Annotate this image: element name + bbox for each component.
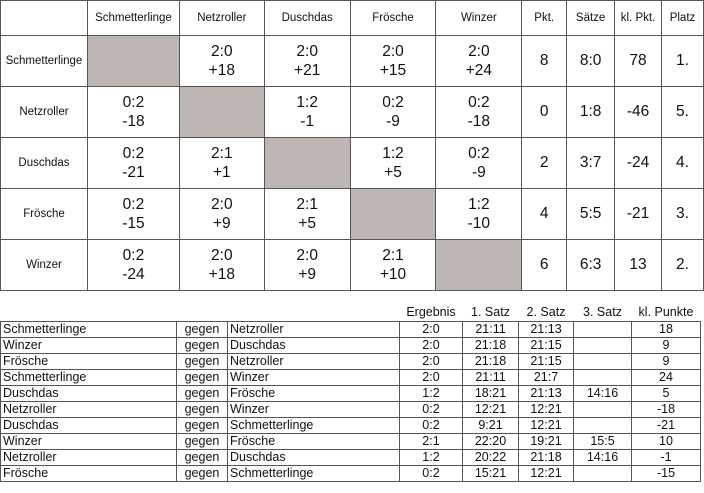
result-cell: 2:0 xyxy=(400,354,463,370)
match-score: 2:0 xyxy=(296,43,318,60)
set2-cell: 21:7 xyxy=(519,370,574,386)
gegen-cell: gegen xyxy=(177,466,228,482)
match-score: 2:0 xyxy=(468,43,490,60)
match-score: 2:0 xyxy=(211,247,233,264)
match-score: 0:2 xyxy=(382,94,404,111)
match-cell xyxy=(87,87,179,138)
small-points-cell: -1 xyxy=(632,450,701,466)
set1-cell: 21:11 xyxy=(463,370,519,386)
team1-cell: Frösche xyxy=(1,354,177,370)
row-team-label: Netzroller xyxy=(1,87,88,138)
set1-cell: 21:11 xyxy=(463,322,519,338)
table-row xyxy=(1,354,701,370)
small-points-cell: 78 xyxy=(615,36,662,87)
diagonal-cell xyxy=(87,36,179,87)
match-diff: -18 xyxy=(122,113,145,130)
set1-cell: 15:21 xyxy=(463,466,519,482)
set1-cell: 9:21 xyxy=(463,418,519,434)
table-row xyxy=(1,418,701,434)
small-points-cell: -21 xyxy=(615,189,662,240)
match-cell xyxy=(436,87,522,138)
match-diff: -1 xyxy=(300,113,315,130)
team1-cell: Duschdas xyxy=(1,418,177,434)
match-diff: +9 xyxy=(212,215,231,232)
team2-cell: Duschdas xyxy=(228,450,400,466)
result-cell: 2:0 xyxy=(400,322,463,338)
team2-cell: Netzroller xyxy=(228,354,400,370)
match-score: 2:0 xyxy=(382,43,404,60)
result-cell: 0:2 xyxy=(400,418,463,434)
match-score: 2:0 xyxy=(211,43,233,60)
match-cell xyxy=(350,36,436,87)
team1-cell: Winzer xyxy=(1,434,177,450)
match-diff: +18 xyxy=(208,62,235,79)
set1-cell: 22:20 xyxy=(463,434,519,450)
set3-cell xyxy=(574,402,632,418)
team2-cell: Winzer xyxy=(228,402,400,418)
small-points-cell: 5 xyxy=(632,386,701,402)
cross-row xyxy=(1,36,704,87)
small-points-cell: -24 xyxy=(615,138,662,189)
row-team-label: Winzer xyxy=(1,240,88,291)
set3-cell xyxy=(574,418,632,434)
small-points-cell: -15 xyxy=(632,466,701,482)
col-header: Platz xyxy=(661,1,703,36)
header-satz3: 3. Satz xyxy=(583,305,622,319)
diagonal-cell xyxy=(179,87,264,138)
team2-cell: Frösche xyxy=(228,434,400,450)
match-diff: +5 xyxy=(384,164,402,181)
diagonal-cell xyxy=(436,240,522,291)
rank-cell: 5. xyxy=(661,87,703,138)
team2-cell: Duschdas xyxy=(228,338,400,354)
table-row xyxy=(1,402,701,418)
small-points-cell: -46 xyxy=(615,87,662,138)
header-kl-punkte: kl. Punkte xyxy=(638,305,694,319)
match-cell xyxy=(179,138,264,189)
match-cell xyxy=(179,240,264,291)
set3-cell: 14:16 xyxy=(574,450,632,466)
match-score: 0:2 xyxy=(122,196,145,213)
match-diff: +15 xyxy=(379,62,407,79)
team2-cell: Netzroller xyxy=(228,322,400,338)
points-cell: 0 xyxy=(522,87,567,138)
points-cell: 8 xyxy=(522,36,567,87)
result-cell: 0:2 xyxy=(400,402,463,418)
match-cell xyxy=(87,240,179,291)
match-score: 2:1 xyxy=(382,247,404,264)
diagonal-cell xyxy=(350,189,436,240)
match-diff: +5 xyxy=(298,215,317,232)
match-cell xyxy=(350,240,436,291)
result-cell: 2:1 xyxy=(400,434,463,450)
match-cell xyxy=(350,138,436,189)
match-score: 0:2 xyxy=(122,145,145,162)
small-points-cell: -18 xyxy=(632,402,701,418)
team1-cell: Frösche xyxy=(1,466,177,482)
match-diff: -18 xyxy=(467,113,491,130)
match-cell xyxy=(264,36,350,87)
match-score: 0:2 xyxy=(468,145,490,162)
row-team-label: Schmetterlinge xyxy=(1,36,88,87)
results-table xyxy=(0,304,701,482)
set1-cell: 18:21 xyxy=(463,386,519,402)
set2-cell: 12:21 xyxy=(519,466,574,482)
gegen-cell: gegen xyxy=(177,386,228,402)
match-score: 0:2 xyxy=(122,247,145,264)
small-points-cell: 18 xyxy=(632,322,701,338)
match-score: 1:2 xyxy=(296,94,318,111)
result-cell: 2:0 xyxy=(400,370,463,386)
team2-cell: Winzer xyxy=(228,370,400,386)
sets-cell: 6:3 xyxy=(567,240,615,291)
table-row xyxy=(1,322,701,338)
small-points-cell: 24 xyxy=(632,370,701,386)
sets-cell: 3:7 xyxy=(567,138,615,189)
set1-cell: 20:22 xyxy=(463,450,519,466)
team1-cell: Netzroller xyxy=(1,402,177,418)
set3-cell xyxy=(574,322,632,338)
match-diff: -24 xyxy=(122,266,145,283)
match-diff: -9 xyxy=(386,113,400,130)
rank-cell: 2. xyxy=(661,240,703,291)
diagonal-cell xyxy=(264,138,350,189)
col-header: kl. Pkt. xyxy=(615,1,662,36)
table-row xyxy=(1,386,701,402)
match-diff: -15 xyxy=(122,215,145,232)
gegen-cell: gegen xyxy=(177,450,228,466)
rank-cell: 3. xyxy=(661,189,703,240)
small-points-cell: -21 xyxy=(632,418,701,434)
match-cell xyxy=(264,189,350,240)
team1-cell: Schmetterlinge xyxy=(1,322,177,338)
match-cell xyxy=(264,240,350,291)
match-score: 2:0 xyxy=(211,196,233,213)
small-points-cell: 9 xyxy=(632,354,701,370)
col-header: Sätze xyxy=(567,1,615,36)
gegen-cell: gegen xyxy=(177,402,228,418)
match-score: 1:2 xyxy=(382,145,404,162)
rank-cell: 1. xyxy=(661,36,703,87)
header-ergebnis: Ergebnis xyxy=(406,305,456,319)
team2-cell: Schmetterlinge xyxy=(228,466,400,482)
match-diff: +18 xyxy=(208,266,235,283)
result-cell: 1:2 xyxy=(400,450,463,466)
set2-cell: 12:21 xyxy=(519,402,574,418)
points-cell: 4 xyxy=(522,189,567,240)
header-satz1: 1. Satz xyxy=(471,305,510,319)
col-header: Netzroller xyxy=(179,1,264,36)
result-cell: 2:0 xyxy=(400,338,463,354)
sets-cell: 1:8 xyxy=(567,87,615,138)
results-header-row xyxy=(1,304,701,322)
match-diff: -10 xyxy=(467,215,491,232)
set2-cell: 21:13 xyxy=(519,386,574,402)
header-satz2: 2. Satz xyxy=(526,305,566,319)
set3-cell xyxy=(574,466,632,482)
rank-cell: 4. xyxy=(661,138,703,189)
match-cell xyxy=(87,138,179,189)
small-points-cell: 10 xyxy=(632,434,701,450)
set1-cell: 21:18 xyxy=(463,354,519,370)
set3-cell: 15:5 xyxy=(574,434,632,450)
set3-cell xyxy=(574,354,632,370)
result-cell: 1:2 xyxy=(400,386,463,402)
team1-cell: Winzer xyxy=(1,338,177,354)
cross-row xyxy=(1,189,704,240)
match-diff: +1 xyxy=(212,164,231,181)
set1-cell: 21:18 xyxy=(463,338,519,354)
set2-cell: 21:15 xyxy=(519,354,574,370)
match-diff: +9 xyxy=(298,266,317,283)
col-header: Schmetterlinge xyxy=(87,1,179,36)
match-score: 1:2 xyxy=(468,196,490,213)
col-header: Pkt. xyxy=(522,1,567,36)
team2-cell: Schmetterlinge xyxy=(228,418,400,434)
cross-row xyxy=(1,240,704,291)
team1-cell: Netzroller xyxy=(1,450,177,466)
match-cell xyxy=(436,36,522,87)
gegen-cell: gegen xyxy=(177,418,228,434)
match-cell xyxy=(436,189,522,240)
team2-cell: Frösche xyxy=(228,386,400,402)
small-points-cell: 13 xyxy=(615,240,662,291)
match-score: 2:1 xyxy=(296,196,318,213)
match-diff: +10 xyxy=(379,266,407,283)
match-cell xyxy=(179,189,264,240)
match-score: 2:0 xyxy=(296,247,318,264)
match-diff: -21 xyxy=(122,164,145,181)
row-team-label: Frösche xyxy=(1,189,88,240)
match-diff: +24 xyxy=(465,62,492,79)
match-diff: -9 xyxy=(471,164,486,181)
set2-cell: 19:21 xyxy=(519,434,574,450)
match-diff: +21 xyxy=(294,62,321,79)
sets-cell: 8:0 xyxy=(567,36,615,87)
set2-cell: 21:15 xyxy=(519,338,574,354)
corner-cell xyxy=(1,1,88,36)
cross-row xyxy=(1,138,704,189)
set2-cell: 12:21 xyxy=(519,418,574,434)
set3-cell xyxy=(574,370,632,386)
col-header: Frösche xyxy=(350,1,436,36)
set3-cell: 14:16 xyxy=(574,386,632,402)
set2-cell: 21:13 xyxy=(519,322,574,338)
small-points-cell: 9 xyxy=(632,338,701,354)
match-cell xyxy=(350,87,436,138)
result-cell: 0:2 xyxy=(400,466,463,482)
table-row xyxy=(1,338,701,354)
gegen-cell: gegen xyxy=(177,370,228,386)
sets-cell: 5:5 xyxy=(567,189,615,240)
gegen-cell: gegen xyxy=(177,354,228,370)
table-row xyxy=(1,434,701,450)
points-cell: 2 xyxy=(522,138,567,189)
table-row xyxy=(1,450,701,466)
match-cell xyxy=(87,189,179,240)
team1-cell: Schmetterlinge xyxy=(1,370,177,386)
cross-row xyxy=(1,87,704,138)
set3-cell xyxy=(574,338,632,354)
match-score: 0:2 xyxy=(468,94,490,111)
match-score: 2:1 xyxy=(211,145,233,162)
set2-cell: 21:18 xyxy=(519,450,574,466)
gegen-cell: gegen xyxy=(177,434,228,450)
row-team-label: Duschdas xyxy=(1,138,88,189)
match-cell xyxy=(179,36,264,87)
gegen-cell: gegen xyxy=(177,338,228,354)
cross-header-row xyxy=(1,1,704,36)
points-cell: 6 xyxy=(522,240,567,291)
col-header: Winzer xyxy=(436,1,522,36)
match-cell xyxy=(264,87,350,138)
table-row xyxy=(1,466,701,482)
team1-cell: Duschdas xyxy=(1,386,177,402)
set1-cell: 12:21 xyxy=(463,402,519,418)
match-score: 0:2 xyxy=(122,94,145,111)
table-row xyxy=(1,370,701,386)
gegen-cell: gegen xyxy=(177,322,228,338)
col-header: Duschdas xyxy=(264,1,350,36)
match-cell xyxy=(436,138,522,189)
